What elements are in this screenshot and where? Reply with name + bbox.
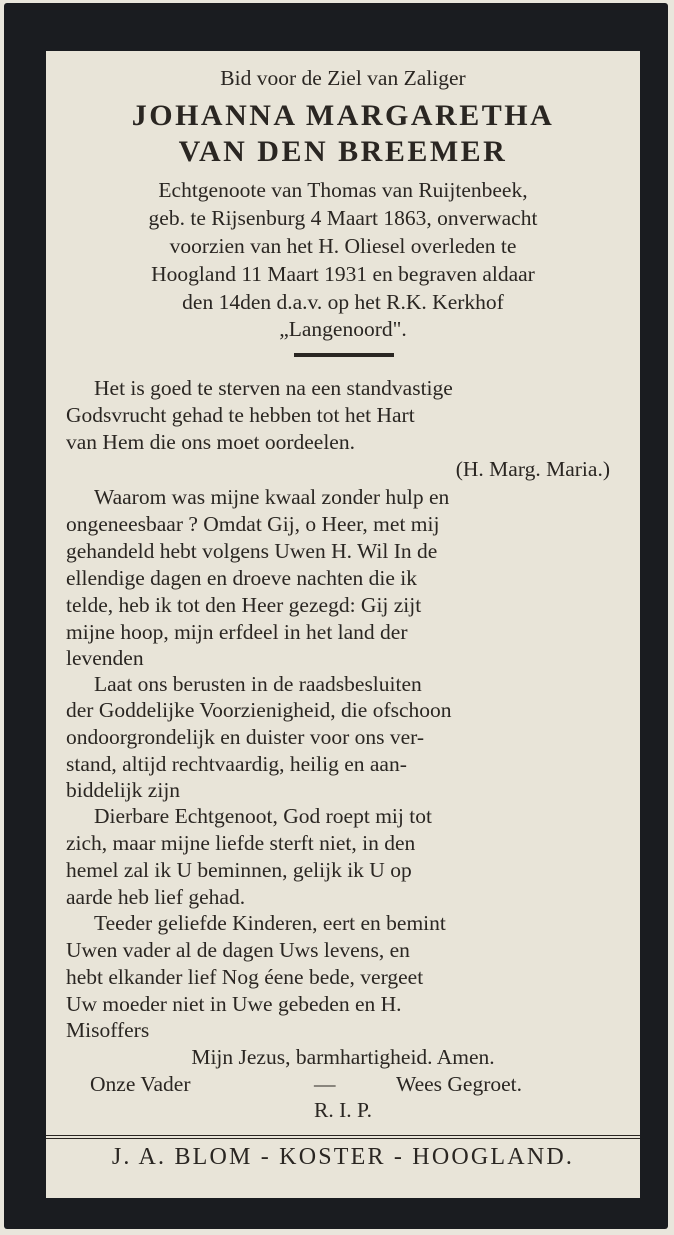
bio-line: Echtgenoote van Thomas van Ruijtenbeek, [158,178,528,202]
text-line: Uw moeder niet in Uwe gebeden en H. [66,992,402,1016]
text-line: telde, heb ik tot den Heer gezegd: Gij zijt [66,593,422,617]
divider-rule [294,353,394,357]
text-line: aarde heb lief gehad. [66,885,246,909]
text-line: Dierbare Echtgenoot, God roept mij tot [94,804,432,828]
text-line: Misoffers [66,1018,150,1042]
card-paper [46,51,640,1198]
bio-line: voorzien van het H. Oliesel overleden te [169,234,517,258]
text-line: hebt elkander lief Nog éene bede, vergeet [66,965,424,989]
text-line: ondoorgrondelijk en duister voor ons ver- [66,725,425,749]
deceased-name-line2: VAN DEN BREEMER [178,135,508,168]
text-line: mijne hoop, mijn erfdeel in het land der [66,620,408,644]
rip-text: R. I. P. [314,1098,372,1122]
intro-line: Bid voor de Ziel van Zaliger [220,66,466,90]
bio-line: „Langenoord". [279,317,407,341]
footer-rule [46,1138,640,1139]
text-line: Uwen vader al de dagen Uws levens, en [66,938,410,962]
quote-line: Godsvrucht gehad te hebben tot het Hart [66,403,415,427]
text-line: ongeneesbaar ? Omdat Gij, o Heer, met mij [66,512,440,536]
prayer-onze-vader: Onze Vader [90,1072,191,1096]
prayer-wees-gegroet: Wees Gegroet. [396,1072,523,1096]
text-line: gehandeld hebt volgens Uwen H. Wil In de [66,539,438,563]
memorial-card [4,3,668,1229]
text-line: der Goddelijke Voorzienigheid, die ofschoon [66,698,452,722]
text-line: levenden [66,646,144,670]
closing-prayer: Mijn Jezus, barmhartigheid. Amen. [191,1045,495,1069]
bio-line: Hoogland 11 Maart 1931 en begraven aldaar [151,262,535,286]
text-line: stand, altijd rechtvaardig, heilig en aan- [66,752,407,776]
text-line: zich, maar mijne liefde sterft niet, in den [66,831,416,855]
quote-line: Het is goed te sterven na een standvastige [94,376,453,400]
text-line: ellendige dagen en droeve nachten die ik [66,566,418,590]
text-line: hemel zal ik U beminnen, gelijk ik U op [66,858,412,882]
bio-line: geb. te Rijsenburg 4 Maart 1863, onverwacht [148,206,538,230]
deceased-name-line1: JOHANNA MARGARETHA [131,99,555,132]
text-line: Laat ons berusten in de raadsbesluiten [94,672,422,696]
text-line: biddelijk zijn [66,778,181,802]
quote-line: van Hem die ons moet oordeelen. [66,430,355,454]
bio-line: den 14den d.a.v. op het R.K. Kerkhof [182,290,504,314]
prayer-dash: — [314,1072,336,1096]
text-line: Teeder geliefde Kinderen, eert en bemint [94,911,446,935]
printer-imprint: J. A. BLOM - KOSTER - HOOGLAND. [111,1144,575,1170]
text-line: Waarom was mijne kwaal zonder hulp en [94,485,450,509]
footer-rule [46,1135,640,1136]
quote-attribution: (H. Marg. Maria.) [455,457,610,481]
